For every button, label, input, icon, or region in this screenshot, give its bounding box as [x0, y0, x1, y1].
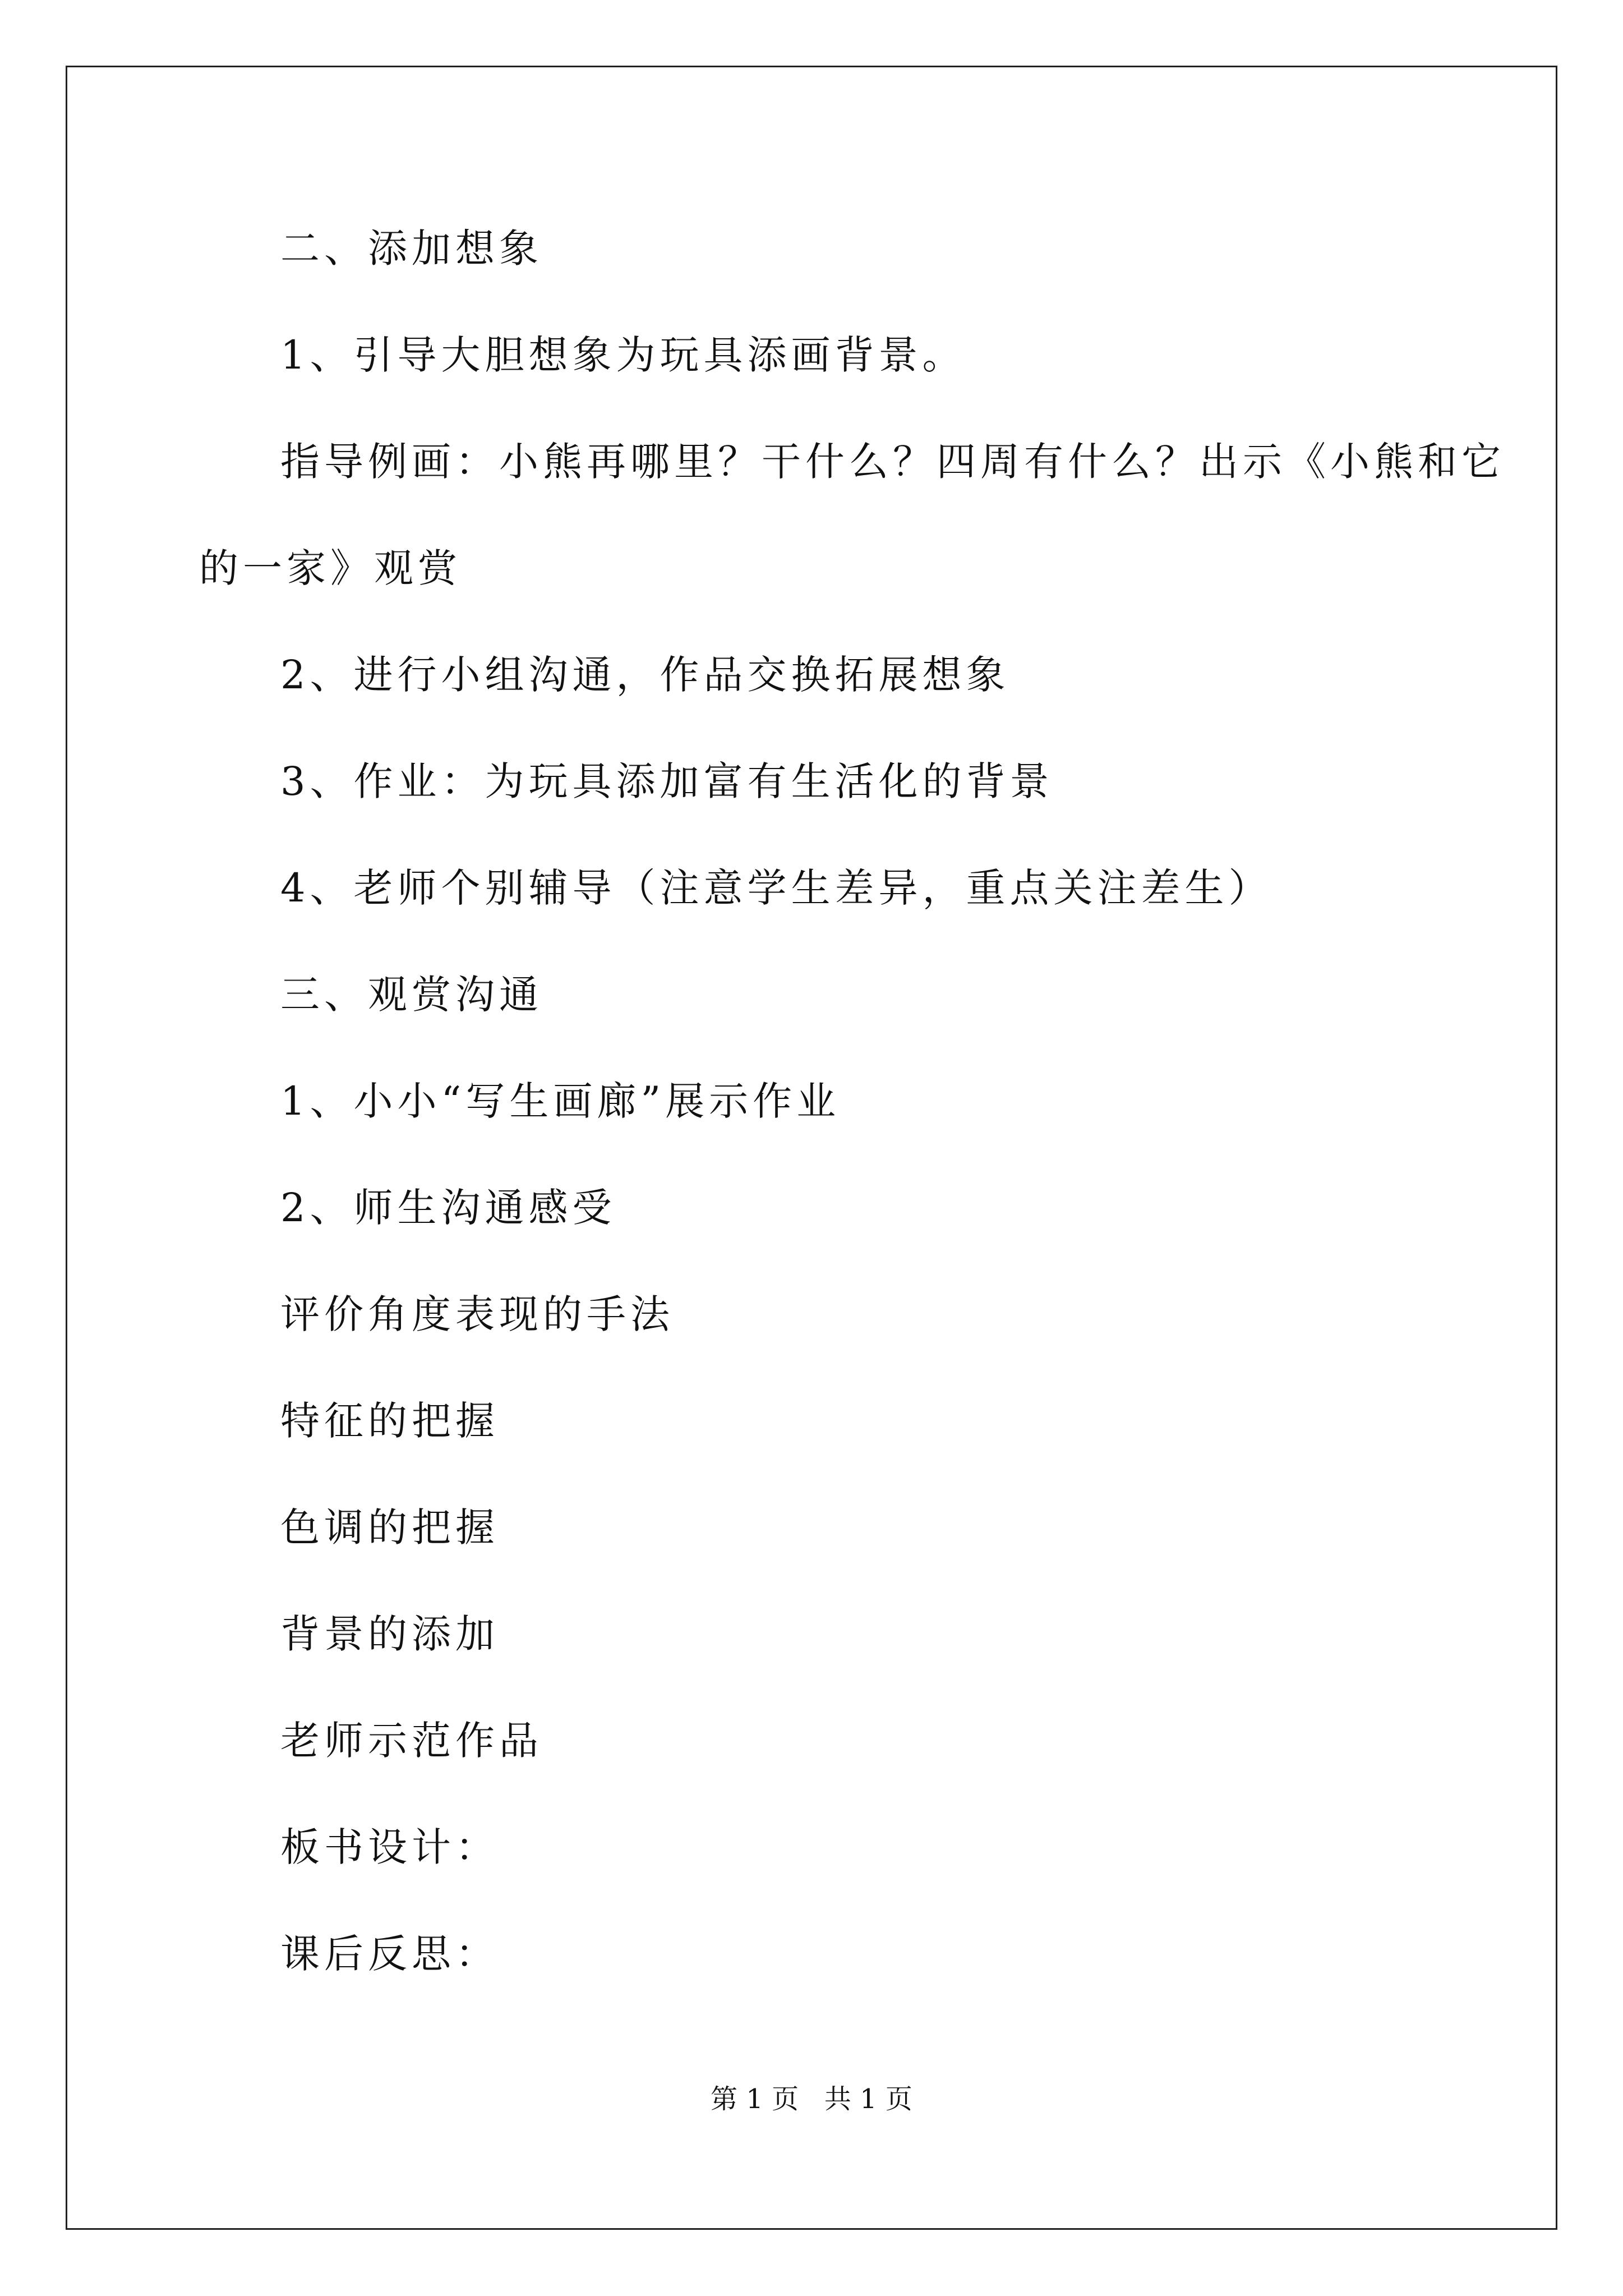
- page-border: [66, 66, 1557, 2230]
- text-line: 评价角度表现的手法: [280, 1291, 674, 1337]
- text-line: 课后反思：: [280, 1931, 499, 1977]
- page-number-footer: 第 1 页 共 1 页: [711, 2083, 912, 2115]
- text-line: 3、作业：为玩具添加富有生活化的背景: [280, 758, 1054, 804]
- text-line: 板书设计：: [280, 1824, 499, 1870]
- section-heading: 三、观赏沟通: [280, 972, 543, 1018]
- text-line: 1、引导大胆想象为玩具添画背景。: [280, 332, 966, 378]
- text-line: 背景的添加: [280, 1611, 499, 1657]
- text-line: 4、老师个别辅导（注意学生差异，重点关注差生）: [280, 865, 1272, 911]
- text-line: 1、小小“写生画廊”展示作业: [280, 1078, 841, 1124]
- text-line: 指导例画：小熊再哪里？干什么？四周有什么？出示《小熊和它: [280, 439, 1505, 485]
- text-line: 老师示范作品: [280, 1718, 543, 1764]
- text-line-continued: 的一家》观赏: [199, 545, 462, 591]
- text-line: 2、进行小组沟通，作品交换拓展想象: [280, 652, 1010, 698]
- text-line: 特征的把握: [280, 1398, 499, 1444]
- text-line: 2、师生沟通感受: [280, 1185, 616, 1231]
- text-line: 色调的把握: [280, 1504, 499, 1550]
- section-heading: 二、添加想象: [280, 226, 543, 272]
